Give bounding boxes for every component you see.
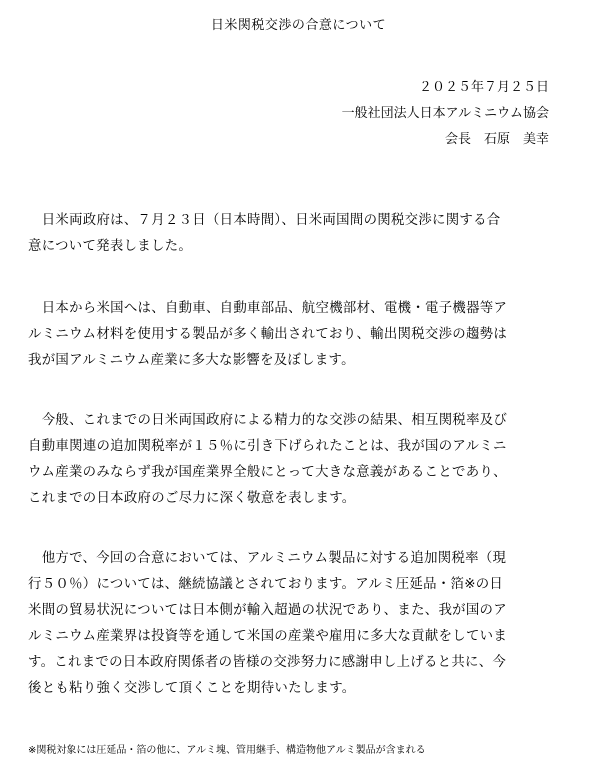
paragraph-line: ウム産業のみならず我が国産業界全般にとって大きな意義があることであり、 [28,465,507,480]
paragraph-line: 日本から米国へは、自動車、自動車部品、航空機部材、電機・電子機器等ア [28,301,508,316]
paragraph-line: 他方で、今回の合意においては、アルミニウム製品に対する追加関税率（現 [28,551,507,566]
document-title: 日米関税交渉の合意について [210,18,387,33]
paragraph-4 [28,546,568,702]
paragraph-line: 自動車関連の追加関税率が１５％に引き下げられたことは、我が国のアルミニ [28,439,507,454]
paragraph-line: ルミニウム産業界は投資等を通して米国の産業や雇用に多大な貢献をしていま [28,629,508,644]
paragraph-1 [28,208,568,260]
paragraph-line: ルミニウム材料を使用する製品が多く輸出されており、輸出関税交渉の趨勢は [28,327,508,342]
footnote: ※関税対象には圧延品・箔の他に、アルミ塊、管用継手、構造物他アルミ製品が含まれる [28,745,426,756]
paragraph-line: 日米両政府は、７月２３日（日本時間）、日米両国間の関税交渉に関する合 [28,213,501,228]
paragraph-line: これまでの日本政府のご尽力に深く敬意を表します。 [28,491,356,506]
paragraph-line: 後とも粘り強く交渉して頂くことを期待いたします。 [28,681,356,696]
signatory-name: 会長 石原 美幸 [444,132,549,147]
paragraph-line: 意について発表しました。 [28,239,193,254]
paragraph-line: 今般、これまでの日米両国政府による精力的な交渉の結果、相互関税率及び [28,413,508,428]
paragraph-line: す。これまでの日本政府関係者の皆様の交渉努力に感謝申し上げると共に、今 [28,655,507,670]
issue-date: ２０２５年７月２５日 [418,80,549,95]
paragraph-line: 我が国アルミニウム産業に多大な影響を及ぼします。 [28,353,355,368]
organization-name: 一般社団法人日本アルミニウム協会 [341,106,549,121]
paragraph-2 [28,296,568,374]
paragraph-3 [28,408,568,512]
paragraph-line: 米間の貿易状況については日本側が輸入超過の状況であり、また、我が国のア [28,603,507,618]
header-block [342,75,549,153]
paragraph-line: 行５０％）については、継続協議とされております。アルミ圧延品・箔※の日 [28,577,504,592]
